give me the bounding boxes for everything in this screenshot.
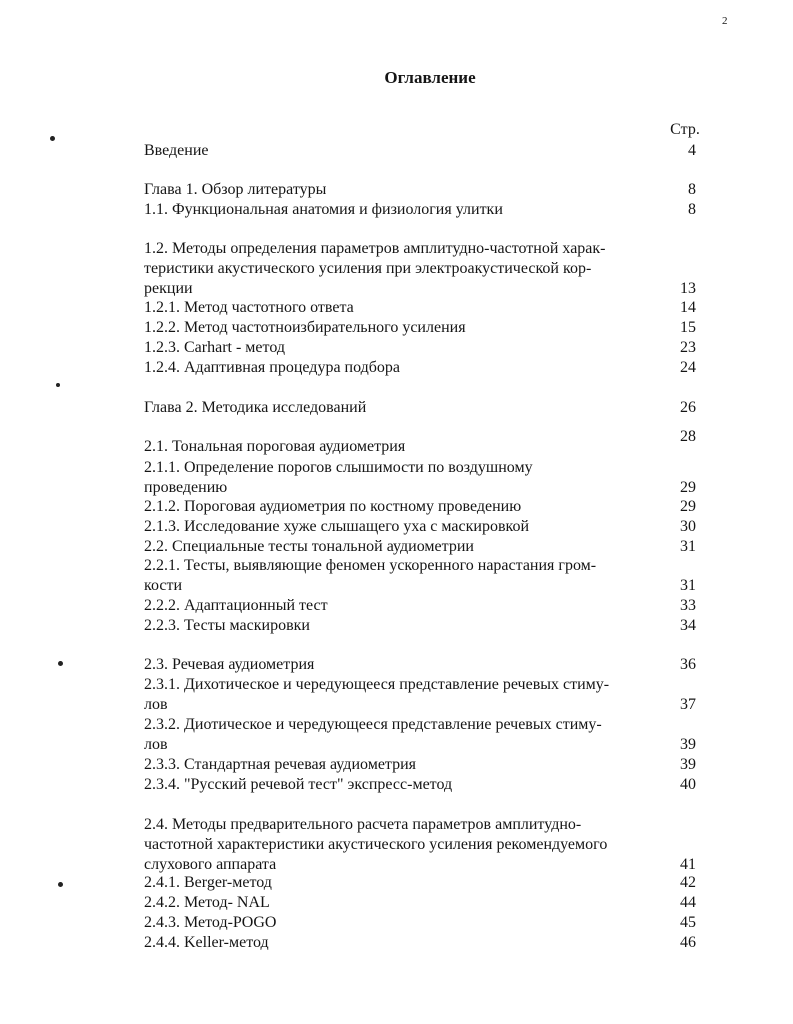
toc-title: Оглавление [384, 68, 476, 87]
toc-entry-text: 2.3.1. Дихотическое и чередующееся представление речевых стиму- [144, 676, 610, 693]
toc-entry-page: 42 [680, 874, 696, 891]
toc-entry-text: теристики акустического усиления при электроакустической кор- [144, 259, 592, 277]
toc-entry-page: 40 [680, 776, 696, 793]
toc-entry-text: проведению [144, 478, 228, 496]
toc-entry-text: 2.2.3. Тесты маскировки [144, 617, 310, 634]
toc-entry-page: 31 [680, 538, 696, 555]
scan-speck [50, 136, 55, 141]
toc-entry-text: лов [144, 735, 168, 753]
toc-entry-text: Введение [144, 142, 209, 159]
toc-entry-text: 2.4. Методы предварительного расчета параметров амплитудно- [144, 816, 582, 833]
toc-entry-page: 31 [680, 576, 696, 594]
toc-entry-text: 2.4.1. Berger-метод [144, 874, 272, 891]
toc-entry-page: 23 [680, 339, 696, 356]
toc-entry-text: 1.2.2. Метод частотноизбирательного усиления [144, 319, 466, 336]
toc-entry-page: 29 [680, 478, 696, 496]
toc-entry-text: 1.2.4. Адаптивная процедура подбора [144, 359, 401, 376]
toc-entry-page: 14 [680, 299, 696, 316]
page-column-header: Стр. [670, 121, 700, 138]
toc-entry-page: 4 [688, 142, 696, 159]
toc-entry-page: 8 [688, 181, 696, 198]
page-number: 2 [722, 15, 728, 27]
toc-entry-page: 36 [680, 656, 696, 673]
toc-entry-text: 1.2.1. Метод частотного ответа [144, 299, 354, 316]
toc-entry-page: 28 [680, 428, 696, 445]
toc-entry-page: 37 [680, 695, 696, 713]
toc-entry-text: 1.2. Методы определения параметров амплитудно-частотной харак- [144, 240, 606, 257]
toc-entry-text: слухового аппарата [144, 855, 277, 873]
toc-entry-text: кости [144, 576, 183, 594]
toc-entry-page: 13 [680, 279, 696, 297]
toc-entry-page: 39 [680, 756, 696, 773]
toc-entry-text: 2.3.2. Диотическое и чередующееся представление речевых стиму- [144, 716, 602, 733]
toc-entry-text: 2.1.2. Пороговая аудиометрия по костному проведению [144, 498, 522, 515]
toc-entry-page: 29 [680, 498, 696, 515]
toc-entry-page: 46 [680, 934, 696, 951]
toc-entry-text: 2.3.4. "Русский речевой тест" экспресс-метод [144, 776, 453, 793]
toc-entry-page: 39 [680, 735, 696, 753]
scan-speck [58, 661, 63, 666]
toc-entry-text: 2.2. Специальные тесты тональной аудиометрии [144, 538, 474, 555]
toc-entry-page: 45 [680, 914, 696, 931]
toc-entry-text: Глава 2. Методика исследований [144, 399, 367, 416]
toc-entry-page: 30 [680, 518, 696, 535]
toc-entry-text: 2.4.2. Метод- NAL [144, 894, 270, 911]
toc-entry-page: 26 [680, 399, 696, 416]
toc-entry-text: 2.1.1. Определение порогов слышимости по воздушному [144, 459, 533, 476]
toc-entry-text: 2.4.3. Метод-POGO [144, 914, 277, 931]
toc-entry-page: 41 [680, 855, 696, 873]
toc-entry-text: 1.1. Функциональная анатомия и физиология улитки [144, 201, 503, 218]
toc-entry-text: 2.3. Речевая аудиометрия [144, 656, 315, 673]
toc-entry-text: 2.4.4. Keller-метод [144, 934, 269, 951]
toc-entry-page: 15 [680, 319, 696, 336]
scan-speck [56, 383, 60, 387]
toc-entry-page: 24 [680, 359, 696, 376]
toc-entry-text: 1.2.3. Carhart - метод [144, 339, 285, 356]
toc-entry-text: Глава 1. Обзор литературы [144, 181, 327, 198]
scan-speck [58, 882, 63, 887]
toc-entry-text: лов [144, 695, 168, 713]
toc-entry-text: 2.1. Тональная пороговая аудиометрия [144, 438, 406, 455]
toc-entry-text: 2.1.3. Исследование хуже слышащего уха с маскировкой [144, 518, 530, 535]
toc-entry-text: 2.2.1. Тесты, выявляющие феномен ускоренного нарастания гром- [144, 557, 597, 574]
toc-entry-text: рекции [144, 279, 193, 297]
toc-entry-page: 33 [680, 597, 696, 614]
toc-entry-text: 2.3.3. Стандартная речевая аудиометрия [144, 756, 417, 773]
toc-entry-text: 2.2.2. Адаптационный тест [144, 597, 328, 614]
toc-entry-page: 44 [680, 894, 696, 911]
toc-entry-text: частотной характеристики акустического усиления рекомендуемого [144, 835, 608, 853]
toc-entry-page: 8 [688, 201, 696, 218]
toc-entry-page: 34 [680, 617, 696, 634]
